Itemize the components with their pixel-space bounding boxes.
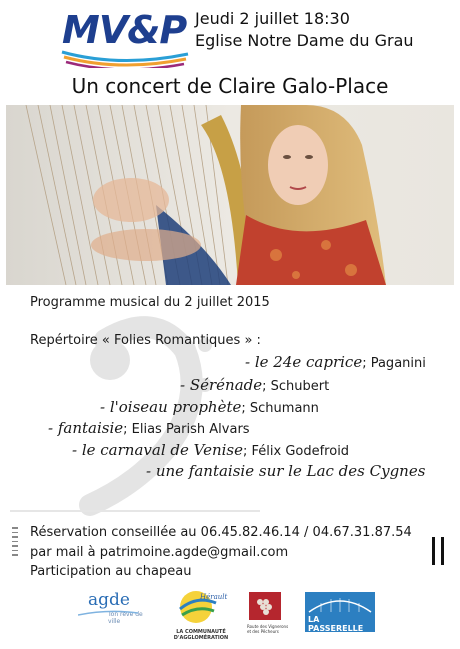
- event-date: Jeudi 2 juillet 18:30: [195, 9, 350, 28]
- logo-text: MV&P: [62, 8, 187, 52]
- programme-item: [72, 441, 349, 459]
- agde-logo: [78, 590, 148, 630]
- work-title: - l'oiseau prophète: [100, 398, 242, 416]
- reservation-text: Réservation conseillée au 06.45.82.46.14 / 04.67.31.87.54: [30, 525, 412, 540]
- work-title: - fantaisie: [48, 419, 124, 437]
- svg-text:Hérault: Hérault: [200, 593, 228, 601]
- staff-line: [10, 510, 260, 512]
- work-title: - le 24e caprice: [245, 353, 363, 371]
- decorative-bar-icon: [432, 537, 444, 565]
- repertoire-heading: Repértoire « Folies Romantiques » :: [30, 333, 261, 348]
- work-title: - Sérénade: [180, 376, 263, 394]
- passerelle-logo: [305, 592, 375, 632]
- participation-text: Participation au chapeau: [30, 564, 192, 579]
- programme-heading: Programme musical du 2 juillet 2015: [30, 295, 270, 310]
- logo-swoosh-icon: [60, 46, 190, 68]
- work-title: - le carnaval de Venise: [72, 441, 243, 459]
- composer: ; Paganini: [362, 356, 426, 371]
- agde-tagline: Ton rêve de ville: [108, 611, 143, 625]
- route-vignerons-logo: [247, 592, 287, 634]
- communaute-text: LA COMMUNAUTÉ D'AGGLOMÉRATION: [173, 629, 229, 641]
- programme-item: [245, 353, 426, 371]
- event-venue: Eglise Notre Dame du Grau: [195, 31, 414, 50]
- passerelle-text: LA PASSERELLE: [308, 615, 364, 633]
- email-text: par mail à patrimoine.agde@gmail.com: [30, 545, 289, 560]
- composer: ; Schumann: [241, 401, 319, 416]
- communaute-logo: [172, 585, 230, 643]
- harpist-photo: [6, 105, 454, 285]
- programme-item: [180, 376, 329, 394]
- agde-wave-icon: [78, 609, 138, 617]
- programme-item: [146, 462, 425, 480]
- mvp-logo: [30, 8, 187, 63]
- agde-logo-text: agde: [88, 590, 130, 610]
- work-title: - une fantaisie sur le Lac des Cygnes: [146, 462, 426, 480]
- composer: ; Elias Parish Alvars: [123, 422, 250, 437]
- programme-item: [48, 419, 250, 437]
- programme-item: [100, 398, 319, 416]
- composer: ; Schubert: [262, 379, 330, 394]
- concert-title: Un concert de Claire Galo-Place: [71, 74, 389, 98]
- route-text: Route des Vignerons et des Pêcheurs: [247, 624, 289, 634]
- bridge-icon: [305, 592, 375, 614]
- grapes-icon: [247, 592, 283, 620]
- communaute-emblem-icon: [172, 585, 230, 625]
- decorative-dashes: [12, 527, 20, 559]
- composer: ; Félix Godefroid: [243, 444, 350, 459]
